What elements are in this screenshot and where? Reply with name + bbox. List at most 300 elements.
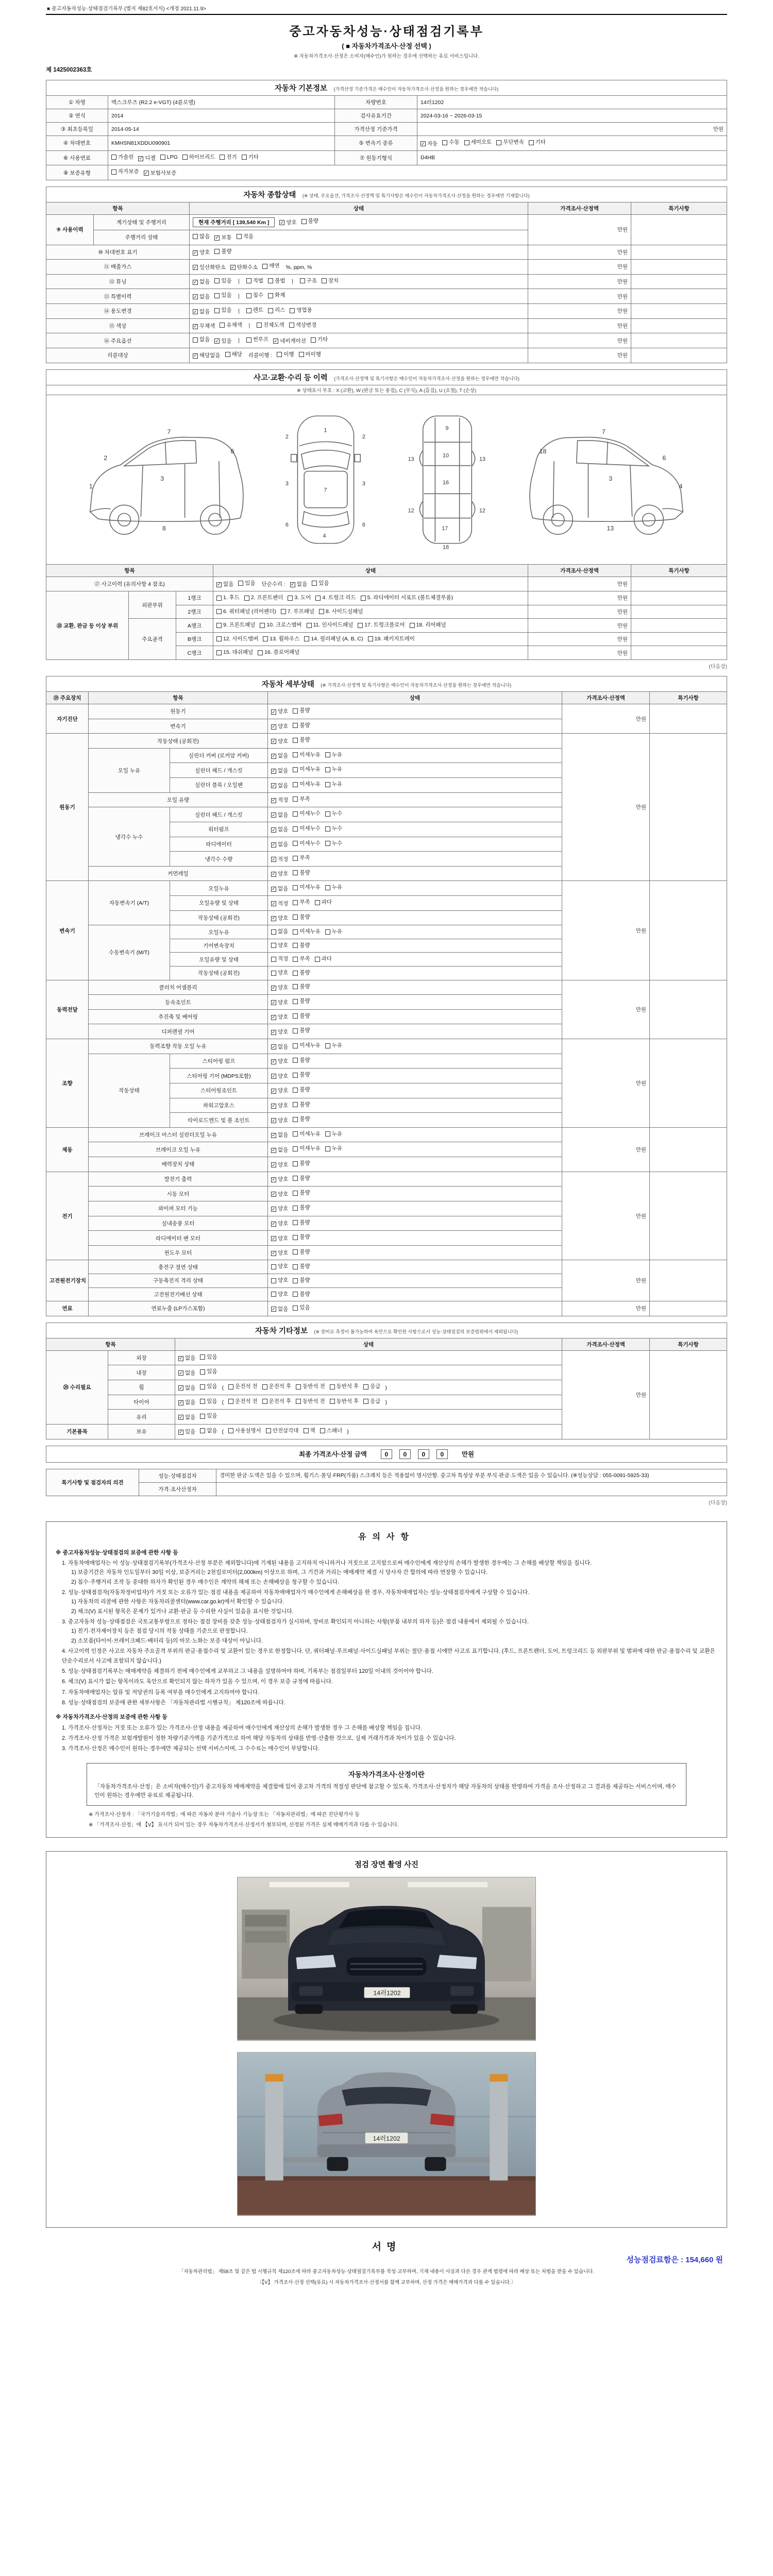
- checkbox-option[interactable]: [262, 1383, 292, 1390]
- checkbox-option[interactable]: [271, 797, 288, 804]
- checkbox-label: 누유: [331, 781, 343, 788]
- form-reference: ■ 중고자동차성능·상태점검기록부 (별지 제82호서식) <개정 2021.11.9>: [46, 3, 727, 15]
- checkbox-label: 양호: [278, 1014, 289, 1021]
- checkbox-label: 잭: [310, 1427, 315, 1434]
- checkbox-option[interactable]: [271, 871, 288, 877]
- checkbox-option[interactable]: [293, 1087, 310, 1093]
- checkbox-option[interactable]: [293, 984, 310, 990]
- price-cell: 만원: [562, 704, 650, 733]
- checkbox-option[interactable]: [293, 1057, 310, 1064]
- car-damage-diagrams: [46, 395, 727, 564]
- checkbox-option[interactable]: [293, 942, 310, 949]
- checkbox-option[interactable]: [442, 139, 459, 146]
- lift-post: [265, 2074, 283, 2180]
- checkbox-option[interactable]: [293, 855, 310, 861]
- checkbox-option[interactable]: [304, 636, 363, 642]
- column-header: 특기사항: [631, 202, 727, 214]
- state-cell: [268, 1098, 562, 1113]
- checkbox-option[interactable]: [293, 1304, 310, 1311]
- checkbox-option[interactable]: [160, 154, 178, 161]
- checkbox-option[interactable]: [325, 1042, 342, 1049]
- checkbox-option[interactable]: [293, 1160, 310, 1167]
- checkbox-label: 3. 도어: [294, 595, 311, 601]
- checked-checkbox-icon: ✓: [272, 1206, 276, 1212]
- checkbox-option[interactable]: [271, 956, 288, 962]
- checkbox-option[interactable]: [258, 649, 299, 656]
- checkbox-option[interactable]: [178, 1414, 195, 1421]
- checkbox-option[interactable]: [193, 336, 210, 343]
- checkbox-option[interactable]: [293, 899, 310, 906]
- checkbox-option[interactable]: [293, 1219, 310, 1226]
- checkbox-option[interactable]: [200, 1398, 217, 1405]
- checkbox-option[interactable]: [293, 1190, 310, 1196]
- unchecked-checkbox-icon: [262, 1399, 267, 1404]
- checkbox-option[interactable]: [312, 580, 329, 587]
- checkbox-option[interactable]: [271, 1277, 288, 1284]
- checkbox-option[interactable]: [182, 154, 215, 161]
- checkbox-option[interactable]: [368, 636, 415, 642]
- checkbox-option[interactable]: [144, 170, 177, 177]
- state-cell: [213, 646, 528, 660]
- checkbox-option[interactable]: [271, 1250, 288, 1257]
- checkbox-option[interactable]: [293, 1234, 310, 1241]
- price-cell: 만원: [528, 274, 631, 289]
- checkbox-option[interactable]: [271, 783, 288, 789]
- checkbox-option[interactable]: [271, 1221, 288, 1227]
- checkbox-label: 없음: [199, 308, 210, 315]
- table-header-row: [46, 691, 727, 704]
- svg-text:18: 18: [539, 447, 547, 455]
- checkbox-option[interactable]: [257, 322, 284, 329]
- misc-row: [46, 1350, 727, 1365]
- svg-text:2: 2: [285, 433, 289, 440]
- checkbox-option[interactable]: [325, 810, 342, 817]
- checkbox-option[interactable]: [220, 322, 242, 329]
- section-notices: [46, 1521, 727, 1838]
- performance-inspector-opinion: 경미한 판금·도색은 있을 수 있으며, 휠기스·몰딩·FRP(가품) 스크래치 등은 적용없이 명시안함. 중고차 특성상 부분 부식·판금·도색은 있을 수 있습니다. (※성능상담 : 055-0091-5925-33): [216, 1469, 727, 1482]
- checkbox-option[interactable]: [293, 752, 321, 758]
- checkbox-option[interactable]: [300, 278, 317, 284]
- checkbox-option[interactable]: [271, 1044, 288, 1050]
- checkbox-option[interactable]: [246, 307, 263, 314]
- unchecked-checkbox-icon: [325, 782, 330, 787]
- checked-checkbox-icon: ✓: [272, 827, 276, 833]
- checkbox-option[interactable]: [271, 1206, 288, 1212]
- checkbox-option[interactable]: [363, 1383, 380, 1390]
- price-cell: 만원: [528, 260, 631, 275]
- checkbox-option[interactable]: [271, 915, 288, 922]
- checkbox-option[interactable]: [271, 886, 288, 892]
- unchecked-checkbox-icon: [225, 352, 230, 357]
- item-label-cell: 오일 누유: [89, 748, 170, 792]
- checkbox-option[interactable]: [271, 1058, 288, 1065]
- checkbox-option[interactable]: [325, 1131, 342, 1138]
- note-cell: [650, 881, 727, 980]
- checkbox-option[interactable]: [307, 622, 354, 629]
- checkbox-option[interactable]: [271, 841, 288, 848]
- checkbox-option[interactable]: [214, 307, 231, 314]
- checkbox-option[interactable]: [271, 1306, 288, 1313]
- unchecked-checkbox-icon: [216, 636, 222, 641]
- checkbox-option[interactable]: [293, 1013, 310, 1020]
- checkbox-option[interactable]: [293, 766, 321, 773]
- checkbox-label: 운전석 후: [268, 1383, 292, 1389]
- checkbox-option[interactable]: [271, 1147, 288, 1154]
- checkbox-option[interactable]: [193, 352, 221, 359]
- checkbox-label: 미세누유: [299, 751, 321, 758]
- state-cell: [175, 1350, 562, 1365]
- unchecked-checkbox-icon: [271, 971, 276, 976]
- checkbox-option[interactable]: [271, 942, 288, 949]
- checked-checkbox-icon: ✓: [272, 1177, 276, 1182]
- checkbox-option[interactable]: [293, 1101, 310, 1108]
- column-header: 항목: [46, 1338, 175, 1350]
- unchecked-checkbox-icon: [293, 841, 298, 846]
- checkbox-option[interactable]: [289, 322, 317, 329]
- checkbox-option[interactable]: [220, 154, 237, 161]
- checkbox-option[interactable]: [178, 1355, 195, 1362]
- checkbox-option[interactable]: [293, 928, 321, 935]
- checkbox-option[interactable]: [529, 139, 546, 146]
- checkbox-option[interactable]: [228, 1428, 261, 1434]
- checkbox-option[interactable]: [271, 1103, 288, 1109]
- checkbox-option[interactable]: [200, 1428, 217, 1434]
- checkbox-option[interactable]: [281, 608, 314, 615]
- checkbox-option[interactable]: [421, 141, 438, 147]
- unchecked-checkbox-icon: [315, 596, 321, 601]
- checkbox-option[interactable]: [271, 928, 288, 935]
- checkbox-option[interactable]: [293, 1116, 310, 1123]
- checkbox-option[interactable]: [296, 1383, 325, 1390]
- inspection-fee: [50, 2254, 723, 2265]
- checkbox-option[interactable]: [244, 595, 283, 601]
- checkbox-label: 7. 루프패널: [287, 608, 314, 615]
- checkbox-option[interactable]: [293, 1291, 310, 1298]
- price-appraiser-label: 가격·조사산정자: [139, 1482, 216, 1496]
- checkbox-label: 부족: [299, 855, 310, 861]
- checkbox-option[interactable]: [193, 233, 210, 240]
- checkbox-option[interactable]: [193, 323, 215, 330]
- checkbox-label: 없음: [278, 841, 289, 848]
- checkbox-option[interactable]: [262, 1398, 292, 1405]
- checkbox-option[interactable]: [193, 249, 210, 256]
- checkbox-option[interactable]: [293, 1175, 310, 1182]
- checkbox-option[interactable]: [111, 154, 133, 161]
- checked-checkbox-icon: ✓: [272, 916, 276, 921]
- checkbox-label: 있음: [207, 1368, 217, 1375]
- checkbox-option[interactable]: [178, 1429, 195, 1435]
- checkbox-option[interactable]: [200, 1413, 217, 1419]
- checkbox-option[interactable]: [246, 292, 263, 299]
- state-text: ㅣ: [290, 279, 295, 285]
- checkbox-option[interactable]: [271, 723, 288, 730]
- checkbox-option[interactable]: [216, 595, 240, 601]
- state-text: 리콜이행 :: [246, 352, 273, 359]
- unchecked-checkbox-icon: [363, 1384, 368, 1389]
- checkbox-option[interactable]: [290, 307, 312, 314]
- checkbox-option[interactable]: [228, 1383, 258, 1390]
- checkbox-option[interactable]: [237, 233, 254, 240]
- checkbox-option[interactable]: [216, 622, 255, 629]
- checkbox-option[interactable]: [325, 766, 342, 773]
- checkbox-option[interactable]: [216, 608, 276, 615]
- checkbox-option[interactable]: [214, 338, 231, 345]
- checkbox-label: 네비게이션: [280, 337, 306, 344]
- checkbox-option[interactable]: [293, 1263, 310, 1270]
- accident-legend-note: ※ 상태표시 부호 : X (교환), W (판금 또는 용접), C (부식), A (흠집), U (요철), T (손상): [46, 385, 727, 395]
- checkbox-option[interactable]: [214, 248, 231, 255]
- checkbox-option[interactable]: [293, 998, 310, 1005]
- table-row: [46, 1482, 727, 1496]
- subitem-label-cell: 작동상태 (공회전): [170, 967, 268, 980]
- checkbox-option[interactable]: [363, 1398, 380, 1405]
- checkbox-option[interactable]: [273, 338, 306, 345]
- device-group-label: 원동기: [46, 734, 89, 881]
- checkbox-label: 있음: [207, 1353, 217, 1360]
- checkbox-option[interactable]: [293, 1277, 310, 1284]
- checkbox-option[interactable]: [216, 636, 258, 642]
- checkbox-option[interactable]: [271, 985, 288, 991]
- checked-checkbox-icon: ✓: [272, 1132, 276, 1138]
- checkbox-option[interactable]: [271, 1162, 288, 1168]
- checkbox-option[interactable]: [216, 649, 253, 656]
- subitem-label-cell: 스티어링 기어 (MDPS포함): [170, 1069, 268, 1083]
- checkbox-option[interactable]: [271, 826, 288, 833]
- checkbox-option[interactable]: [293, 914, 310, 921]
- checkbox-option[interactable]: [293, 870, 310, 876]
- checkbox-option[interactable]: [271, 812, 288, 819]
- state-cell: [213, 605, 528, 619]
- table-row: [46, 136, 727, 151]
- price-base-label: 가격산정 기준가격: [335, 123, 417, 136]
- row-item-label: ⑭ 용도변경: [46, 304, 190, 319]
- checkbox-option[interactable]: [325, 752, 342, 758]
- unchecked-checkbox-icon: [246, 337, 251, 343]
- checkbox-option[interactable]: [293, 825, 321, 832]
- checkbox-option[interactable]: [325, 884, 342, 891]
- notice-line: 5. 성능·상태점검기록부는 매매계약을 체결하기 전에 매수인에게 교부하고 그 내용을 설명하여야 하며, 기록부는 점검일부터 120일 이내의 것이어야 합니다.: [62, 1668, 433, 1674]
- unchecked-checkbox-icon: [293, 914, 298, 920]
- checkbox-option[interactable]: [322, 278, 339, 284]
- device-group-label: 조향: [46, 1039, 89, 1128]
- checkbox-label: 양호: [278, 1161, 289, 1168]
- final-price-digits: [377, 1449, 451, 1459]
- checkbox-option[interactable]: [271, 753, 288, 759]
- checkbox-option[interactable]: [271, 856, 288, 863]
- checkbox-option[interactable]: [293, 722, 310, 729]
- checked-checkbox-icon: ✓: [272, 871, 276, 877]
- checkbox-option[interactable]: [271, 1132, 288, 1139]
- checkbox-option[interactable]: [410, 622, 446, 629]
- svg-text:12: 12: [408, 507, 415, 514]
- subitem-label-cell: 타이로드엔드 및 볼 조인트: [170, 1113, 268, 1128]
- checkbox-option[interactable]: [361, 595, 453, 601]
- item-label-cell: 클러치 어셈블리: [89, 980, 268, 995]
- inspection-fee-value: 154,660 원: [685, 2256, 723, 2265]
- checkbox-option[interactable]: [299, 351, 321, 358]
- unchecked-checkbox-icon: [293, 1117, 298, 1122]
- unchecked-checkbox-icon: [320, 1428, 325, 1433]
- checkbox-option[interactable]: [293, 1145, 321, 1152]
- checkbox-label: 침수: [253, 292, 264, 299]
- checkbox-option[interactable]: [293, 796, 310, 803]
- document-number: 제 1425002363호: [46, 67, 92, 73]
- checkbox-option[interactable]: [293, 1027, 310, 1034]
- row-item-label: ⑪ 배출가스: [46, 260, 190, 275]
- column-header: 특기사항: [631, 564, 727, 577]
- state-cell: [190, 289, 528, 304]
- notice-line: 3. 가격조사·산정은 매수인이 원하는 경우에만 제공되는 선택 서비스이며, 그 수수료는 매수인이 부담합니다.: [62, 1745, 320, 1752]
- checkbox-label: 누유: [331, 751, 343, 758]
- checkbox-option[interactable]: [293, 1131, 321, 1138]
- price-cell: 만원: [528, 318, 631, 333]
- checkbox-option[interactable]: [178, 1370, 195, 1377]
- state-cell: [190, 274, 528, 289]
- checkbox-option[interactable]: [268, 278, 285, 284]
- checkbox-option[interactable]: [271, 1235, 288, 1242]
- checkbox-option[interactable]: [325, 840, 342, 847]
- checkbox-option[interactable]: [293, 781, 321, 788]
- checkbox-option[interactable]: [271, 1176, 288, 1183]
- state-cell: [190, 333, 528, 348]
- checkbox-option[interactable]: [301, 218, 318, 225]
- checkbox-option[interactable]: [293, 956, 310, 962]
- checkbox-option[interactable]: [293, 1072, 310, 1078]
- checkbox-option[interactable]: [268, 292, 285, 299]
- checkbox-option[interactable]: [311, 336, 328, 343]
- checkbox-option[interactable]: [296, 1398, 325, 1405]
- checkbox-option[interactable]: [290, 581, 307, 588]
- checkbox-option[interactable]: [138, 155, 155, 162]
- checkbox-option[interactable]: [293, 1042, 321, 1049]
- checkbox-option[interactable]: [464, 139, 492, 146]
- checked-checkbox-icon: ✓: [193, 324, 197, 329]
- checkbox-option[interactable]: [293, 840, 321, 847]
- checkbox-option[interactable]: [214, 292, 231, 299]
- checkbox-option[interactable]: [271, 768, 288, 774]
- checkbox-option[interactable]: [325, 1145, 342, 1152]
- checkbox-option[interactable]: [200, 1383, 217, 1390]
- checkbox-option[interactable]: [293, 884, 321, 891]
- checkbox-option[interactable]: [315, 899, 332, 906]
- checkbox-option[interactable]: [193, 309, 210, 315]
- checkbox-option[interactable]: [358, 622, 405, 629]
- checkbox-option[interactable]: [271, 1117, 288, 1124]
- checkbox-option[interactable]: [271, 999, 288, 1006]
- checkbox-option[interactable]: [330, 1383, 359, 1390]
- checkbox-option[interactable]: [263, 636, 299, 642]
- checkbox-option[interactable]: [271, 1291, 288, 1298]
- checkbox-option[interactable]: [271, 1191, 288, 1198]
- checkbox-option[interactable]: [271, 708, 288, 715]
- checkbox-label: 불량: [299, 983, 310, 990]
- checked-checkbox-icon: ✓: [272, 1162, 276, 1167]
- inspection-form-page: [46, 0, 727, 2286]
- checkbox-option[interactable]: [271, 1029, 288, 1036]
- price-cell: 만원: [562, 1260, 650, 1301]
- checkbox-label: 있음: [221, 337, 232, 344]
- checkbox-option[interactable]: [214, 234, 231, 241]
- checkbox-option[interactable]: [271, 1014, 288, 1021]
- checkbox-option[interactable]: [178, 1385, 195, 1392]
- checkbox-label: 불량: [299, 737, 310, 743]
- checkbox-label: 양호: [278, 1277, 289, 1283]
- checkbox-option[interactable]: [271, 738, 288, 745]
- checkbox-label: 적정: [278, 856, 289, 862]
- column-header: 항목: [89, 691, 268, 704]
- checkbox-option[interactable]: [277, 351, 294, 358]
- checkbox-option[interactable]: [242, 154, 259, 161]
- checkbox-option[interactable]: [325, 825, 342, 832]
- price-appraiser-opinion: [216, 1482, 727, 1496]
- checkbox-option[interactable]: [271, 901, 288, 907]
- checkbox-option[interactable]: [271, 1263, 288, 1270]
- checked-checkbox-icon: ✓: [272, 724, 276, 730]
- checkbox-option[interactable]: [315, 595, 356, 601]
- checkbox-option[interactable]: [266, 1428, 299, 1434]
- checkbox-option[interactable]: [279, 219, 296, 226]
- checkbox-option[interactable]: [178, 1399, 195, 1406]
- unchecked-checkbox-icon: [293, 708, 298, 714]
- checkbox-option[interactable]: [230, 264, 258, 271]
- notice-line: 3. 중고자동차 성능·상태점검은 국토교통부령으로 정하는 점검 장비를 갖춘 성능·상태점검자가 실시하며, 장비로 확인되지 아니하는 사항(부품 내부의 하자 등)은 점검 내용에서 제외될 수 있습니다.: [62, 1619, 529, 1625]
- checkbox-option[interactable]: [246, 336, 268, 343]
- checkbox-option[interactable]: [193, 264, 226, 271]
- checkbox-option[interactable]: [193, 294, 210, 300]
- unchecked-checkbox-icon: [363, 1399, 368, 1404]
- checkbox-option[interactable]: [293, 1249, 310, 1256]
- note-cell: [631, 245, 727, 260]
- checkbox-option[interactable]: [262, 263, 279, 269]
- checkbox-option[interactable]: [293, 970, 310, 976]
- device-group-label: 자기진단: [46, 704, 89, 733]
- checkbox-option[interactable]: [228, 1398, 258, 1405]
- checkbox-option[interactable]: [288, 595, 311, 601]
- checkbox-option[interactable]: [293, 1205, 310, 1211]
- checkbox-option[interactable]: [293, 810, 321, 817]
- checkbox-option[interactable]: [304, 1428, 315, 1434]
- checkbox-option[interactable]: [319, 608, 363, 615]
- checkbox-option[interactable]: [214, 278, 231, 284]
- plate-label: 차량번호: [335, 96, 417, 109]
- checkbox-option[interactable]: [260, 622, 301, 629]
- checkbox-option[interactable]: [200, 1368, 217, 1375]
- checkbox-option[interactable]: [200, 1354, 217, 1361]
- checkbox-option[interactable]: [193, 279, 210, 285]
- checkbox-option[interactable]: [271, 1088, 288, 1094]
- checkbox-option[interactable]: [111, 168, 139, 175]
- checkbox-option[interactable]: [225, 351, 242, 358]
- checkbox-option[interactable]: [325, 781, 342, 788]
- unchecked-checkbox-icon: [293, 1220, 298, 1225]
- subitem-label-cell: 실린더 헤드 / 개스킷: [170, 763, 268, 778]
- checkbox-option[interactable]: [246, 278, 263, 284]
- checkbox-option[interactable]: [325, 928, 342, 935]
- checkbox-option[interactable]: [271, 970, 288, 976]
- checkbox-option[interactable]: [293, 707, 310, 714]
- checkbox-option[interactable]: [268, 307, 285, 314]
- checkbox-option[interactable]: [315, 956, 332, 962]
- checkbox-option[interactable]: [216, 581, 233, 588]
- checkbox-option[interactable]: [293, 737, 310, 743]
- checkbox-option[interactable]: [330, 1398, 359, 1405]
- checkbox-option[interactable]: [271, 1073, 288, 1080]
- svg-text:10: 10: [443, 452, 449, 459]
- checkbox-option[interactable]: [496, 139, 524, 146]
- checkbox-option[interactable]: [238, 580, 255, 587]
- price-cell: 만원: [528, 591, 631, 605]
- checkbox-option[interactable]: [320, 1428, 342, 1434]
